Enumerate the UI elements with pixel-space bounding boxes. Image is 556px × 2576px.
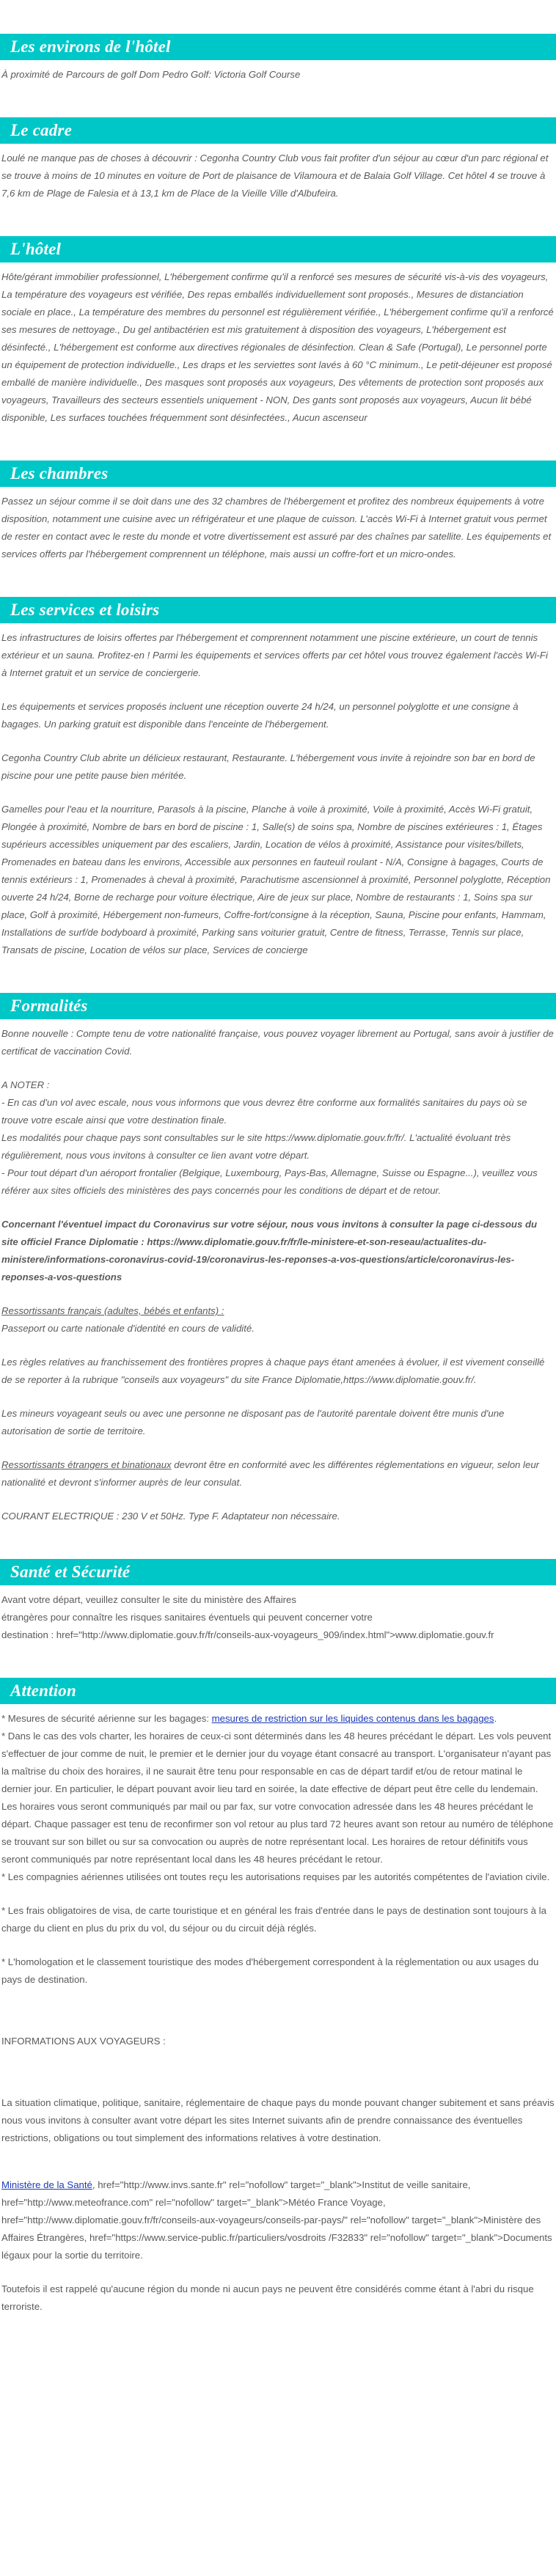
attention-links (1, 2176, 555, 2264)
services-paragraph: Les infrastructures de loisirs offertes par l'hébergement et comprennent notamment une piscine extérieure, un court de tennis extérieur et un sauna. Profitez-en ! Parmi les équipements et services offerts par cet hôtel vous trouvez également l'accès Wi-Fi à Internet gratuit et un service de conciergerie. (1, 632, 548, 678)
section-title-environs: Les environs de l'hôtel (0, 34, 556, 60)
section-hotel (0, 236, 556, 431)
environs-text: À proximité de Parcours de golf Dom Pedro Golf: Victoria Golf Course (1, 69, 301, 80)
services-amenities-list: Gamelles pour l'eau et la nourriture, Parasols à la piscine, Planche à voile à proximité, Voile à proximité, Accès Wi-Fi gratuit, Plongée à proximité, Nombre de bars en bord de piscine : 1, Salle(s) de soins spa, Nombre de piscines extérieures : 1, Étages supérieurs accessibles uniquement par des escaliers, Jardin, Location de vélos à proximité, Assistance pour visites/billets, Promenades en bateau dans les environs, Accessible aux personnes en fauteuil roulant - N/A, Consigne à bagages, Courts de tennis extérieurs : 1, Promenades à cheval à proximité, Parachutisme ascensionnel à proximité, Personnel polyglotte, Réception ouverte 24 h/24, Borne de recharge pour voiture électrique, Aire de jeux sur place, Nombre de restaurants : 1, Soins spa sur place, Golf à proximité, Hébergement non-fumeurs, Coffre-fort/consigne à la réception, Sauna, Piscine pour enfants, Hammam, Installations de surf/de bodyboard à proximité, Parking sans voiturier gratuit, Centre de fitness, Terrasse, Tennis sur place, Transats de piscine, Location de vélos sur place, Services de concierge (1, 804, 551, 955)
attention-baggage (1, 1710, 555, 1728)
section-body-hotel (0, 263, 556, 431)
section-title-cadre: Le cadre (0, 117, 556, 144)
section-environs (0, 34, 556, 88)
section-body-sante (0, 1585, 556, 1648)
section-body-environs (0, 60, 556, 88)
formalites-french-nationals-heading: Ressortissants français (adultes, bébés et enfants) : (1, 1305, 224, 1316)
attention-homologation: * L'homologation et le classement touristique des modes d'hébergement correspondent à la réglementation ou aux usages du pays de destination. (1, 1956, 539, 1985)
formalites-good-news: Bonne nouvelle : Compte tenu de votre nationalité française, vous pouvez voyager librement au Portugal, sans avoir à justifier de certificat de vaccination Covid. (1, 1028, 554, 1057)
section-services (0, 597, 556, 964)
section-sante (0, 1559, 556, 1648)
section-body-cadre (0, 144, 556, 207)
formalites-coronavirus: Concernant l'éventuel impact du Coronavirus sur votre séjour, nous vous invitons à consulter la page ci-dessous du site officiel France Diplomatie : https://www.diplomatie.gouv.fr/fr/le-ministere-et-son-reseau/actualites-du-ministere/informations-coronavirus-covid-19/coronavirus-les-reponses-a-vos-questions/article/coronavirus-les-reponses-a-vos-questions (1, 1219, 538, 1283)
ministere-sante-link[interactable]: Ministère de la Santé (1, 2179, 92, 2190)
formalites-foreign-nationals (1, 1456, 555, 1491)
attention-info-heading: INFORMATIONS AUX VOYAGEURS : (1, 2036, 166, 2047)
attention-situation: La situation climatique, politique, sanitaire, réglementaire de chaque pays du monde pouvant changer subitement et sans préavis (1, 2097, 555, 2108)
formalites-minors: Les mineurs voyageant seuls ou avec une personne ne disposant pas de l'autorité parentale doivent être munis d'une autorisation de sortie de territoire. (1, 1408, 505, 1436)
liquids-restriction-link[interactable]: mesures de restriction sur les liquides contenus dans les bagages (211, 1713, 494, 1724)
section-title-chambres: Les chambres (0, 460, 556, 487)
formalites-french-nationals-text: Passeport ou carte nationale d'identité en cours de validité. (1, 1323, 255, 1334)
section-cadre (0, 117, 556, 207)
formalites-note-line: - En cas d'un vol avec escale, nous vous informons que vous devrez être conforme aux formalités sanitaires du pays où se trouve votre escale ainsi que votre destination finale. (1, 1097, 527, 1126)
formalites-note-heading: A NOTER : (1, 1079, 50, 1090)
attention-baggage-label: * Mesures de sécurité aérienne sur les bagages: (1, 1713, 212, 1724)
section-title-attention: Attention (0, 1678, 556, 1704)
cadre-text: Loulé ne manque pas de choses à découvrir : Cegonha Country Club vous fait profiter d'un séjour au cœur d'un parc régional et se trouve à moins de 10 minutes en voiture de Port de plaisance de Vilamoura et de Balaia Golf Village. Cet hôtel 4 se trouve à 7,6 km de Plage de Falesia et à 13,1 km de Place de la Vieille Ville d'Albufeira. (1, 153, 549, 199)
chambres-text: Passez un séjour comme il se doit dans une des 32 chambres de l'hébergement et profitez des nombreux équipements à votre disposition, notamment une cuisine avec un réfrigérateur et une plaque de cuisson. L'accès Wi-Fi à Internet gratuit vous permet de rester en contact avec le reste du monde et votre divertissement est assuré par des chaînes par satellite. Les équipements et services offerts par l'hébergement comprennent un téléphone, mais aussi un coffre-fort et un micro-ondes. (1, 496, 552, 559)
formalites-border-rules: Les règles relatives au franchissement des frontières propres à chaque pays étant amenées à évoluer, il est vivement conseillé de se reporter à la rubrique "conseils aux voyageurs" du site France Diplomatie,https://www.diplomatie.gouv.fr/. (1, 1357, 545, 1385)
hotel-text: Hôte/gérant immobilier professionnel, L'hébergement confirme qu'il a renforcé ses mesures de sécurité vis-à-vis des voyageurs, La température des voyageurs est vérifiée, Des repas emballés individuellement sont proposés., Mesures de distanciation sociale en place., La température des membres du personnel est régulièrement vérifiée., L'hébergement confirme qu'il a renforcé ses mesures de nettoyage., Du gel antibactérien est mis gratuitement à disposition des voyageurs, L'hébergement est désinfecté., L'hébergement est conforme aux directives régionales de désinfection. Clean & Safe (Portugal), Le personnel porte un équipement de protection individuelle., Les draps et les serviettes sont lavés à 60 °C minimum., Le petit-déjeuner est proposé emballé de manière individuelle., Des masques sont proposés aux voyageurs, Des vêtements de protection sont proposés aux voyageurs, Travailleurs des secteurs essentiels uniquement - NON, Des gants sont proposés aux voyageurs, Aucun lit bébé disponible, Les surfaces touchées fréquemment sont désinfectées., Aucun ascenseur (1, 271, 554, 423)
section-title-sante: Santé et Sécurité (0, 1559, 556, 1585)
attention-visa: * Les frais obligatoires de visa, de carte touristique et en général les frais d'entrée dans le pays de destination sont toujours à la charge du client en plus du prix du vol, du séjour ou du circuit déjà réglés. (1, 1905, 546, 1934)
section-body-services (0, 623, 556, 964)
services-paragraph: Les équipements et services proposés incluent une réception ouverte 24 h/24, un personnel polyglotte et une consigne à bagages. Un parking gratuit est disponible dans l'enceinte de l'hébergement. (1, 701, 519, 730)
formalites-note-line: Les modalités pour chaque pays sont consultables sur le site https://www.diplomatie.gouv.fr/fr/. L'actualité évoluant très régulièrement, nous vous invitons à consulter ce lien avant votre départ. (1, 1132, 511, 1161)
services-paragraph: Cegonha Country Club abrite un délicieux restaurant, Restaurante. L'hébergement vous invite à rejoindre son bar en bord de piscine pour une petite pause bien méritée. (1, 752, 535, 781)
attention-airlines: * Les compagnies aériennes utilisées ont toutes reçu les autorisations requises par les autorités compétentes de l'aviation civile. (1, 1871, 550, 1882)
section-chambres (0, 460, 556, 568)
formalites-foreign-text: devront être en conformité avec les différentes réglementations en vigueur, selon leur nationalité et devront s'informer auprès de leur consulat. (1, 1459, 540, 1488)
sante-line: destination : href="http://www.diplomatie.gouv.fr/fr/conseils-aux-voyageurs_909/index.html">www.diplomatie.gouv.fr (1, 1629, 494, 1640)
section-formalites (0, 993, 556, 1530)
attention-charter: * Dans le cas des vols charter, les horaires de ceux-ci sont déterminés dans les 48 heures précédant le départ. Les vols peuvent s'effectuer de jour comme de nuit, le premier et le dernier jour du voyage étant consacré au transport. L'organisateur n'ayant pas la maîtrise du choix des horaires, il ne saurait être tenu pour responsable en cas de départ tardif et/ou de retour matinal le dernier jour. En particulier, le départ pouvant avoir lieu tard en soirée, la date effective de départ peut être celle du lendemain. Les horaires vous seront communiqués par mail ou par fax, sur votre convocation adressée dans les 48 heures précédant le départ. Chaque passager est tenu de reconfirmer son vol retour au plus tard 72 heures avant son retour au numéro de téléphone se trouvant sur son billet ou sur sa convocation ou auprès de notre représentant local. Les horaires de retour définitifs vous seront communiqués par notre représentant local dans les 48 heures précédant le retour. (1, 1731, 554, 1865)
formalites-electric: COURANT ELECTRIQUE : 230 V et 50Hz. Type F. Adaptateur non nécessaire. (1, 1511, 340, 1522)
section-title-hotel: L'hôtel (0, 236, 556, 263)
section-title-services: Les services et loisirs (0, 597, 556, 623)
attention-baggage-end: . (494, 1713, 497, 1724)
attention-links-text: , href="http://www.invs.sante.fr" rel="nofollow" target="_blank">Institut de veille sanitaire, href="http://www.meteofrance.com" rel="nofollow" target="_blank">Météo France Voyage, href="http://www.diplomatie.gouv.fr/fr/conseils-aux-voyageurs/conseils-par-pays/" rel="nofollow" target="_blank">Ministère des Affaires Étrangères, href="https://www.service-public.fr/particuliers/vosdroits /F32833" rel="nofollow" target="_blank">Documents légaux pour la sortie du territoire. (1, 2179, 552, 2261)
sante-line: Avant votre départ, veuillez consulter le site du ministère des Affaires (1, 1594, 296, 1605)
formalites-note-line: - Pour tout départ d'un aéroport frontalier (Belgique, Luxembourg, Pays-Bas, Allemagne, Suisse ou Espagne...), veuillez vous référer aux sites officiels des ministères des pays concernés pour les conditions de départ et de retour. (1, 1167, 538, 1196)
section-body-chambres (0, 487, 556, 568)
attention-situation-2: nous vous invitons à consulter avant votre départ les sites Internet suivants afin de prendre connaissance des éventuelles restrictions, obligations ou tout simplement des informations relatives à votre destination. (1, 2115, 523, 2143)
section-attention (0, 1678, 556, 2320)
section-title-formalites: Formalités (0, 993, 556, 1019)
sante-line: étrangères pour connaître les risques sanitaires éventuels qui peuvent concerner votre (1, 1612, 373, 1623)
section-body-attention (0, 1704, 556, 2320)
attention-terrorism: Toutefois il est rappelé qu'aucune région du monde ni aucun pays ne peuvent être considérés comme étant à l'abri du risque terroriste. (1, 2283, 534, 2312)
formalites-foreign-label: Ressortissants étrangers et binationaux (1, 1459, 172, 1470)
section-body-formalites (0, 1019, 556, 1530)
